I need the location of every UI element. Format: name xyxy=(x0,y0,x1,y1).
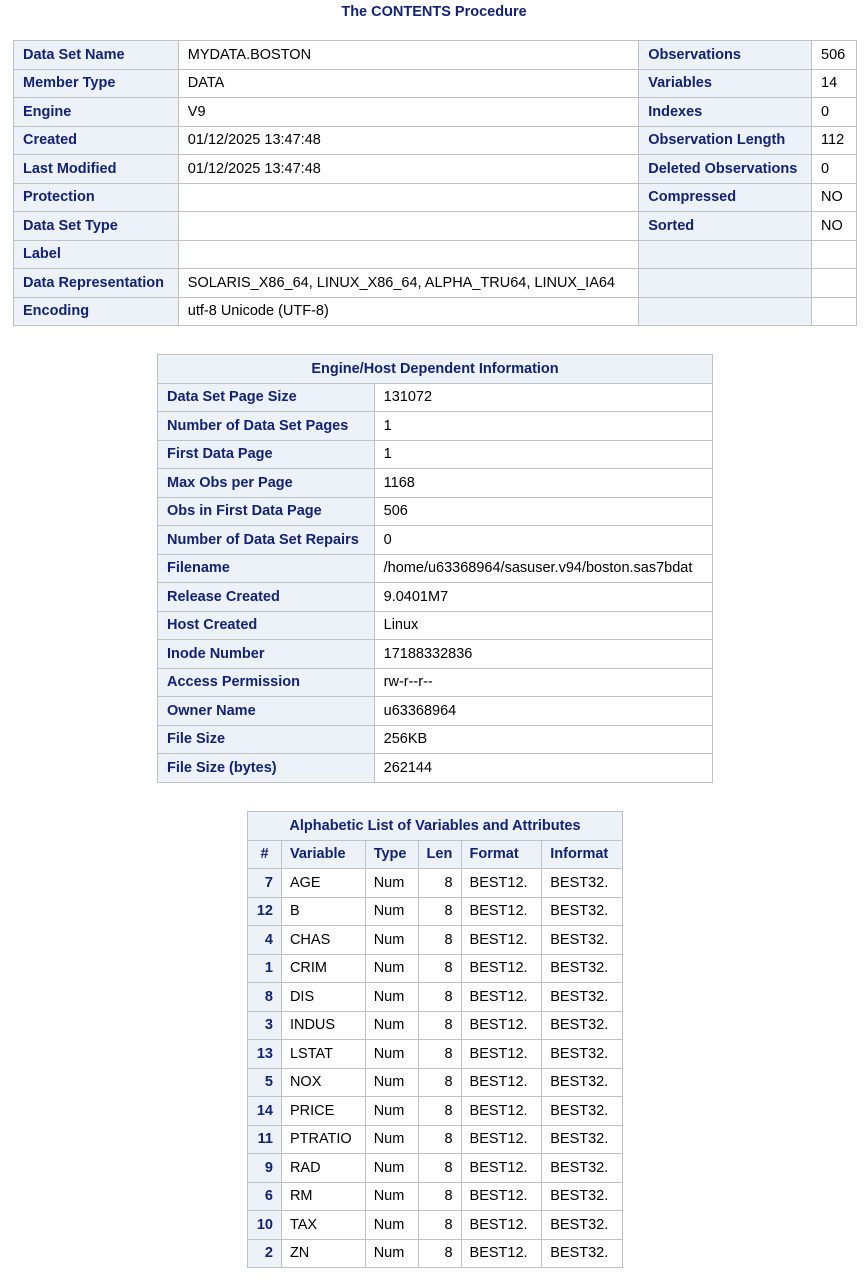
variable-format: BEST12. xyxy=(461,926,542,955)
engine-host-label: Data Set Page Size xyxy=(158,383,375,412)
variable-length: 8 xyxy=(418,1239,461,1268)
attribute-row xyxy=(14,98,857,127)
engine-host-value: rw-r--r-- xyxy=(374,668,712,697)
engine-host-value: 17188332836 xyxy=(374,640,712,669)
variable-informat: BEST32. xyxy=(542,983,623,1012)
col-header-number: # xyxy=(248,840,282,869)
attribute-value: MYDATA.BOSTON xyxy=(178,41,638,70)
variable-format: BEST12. xyxy=(461,954,542,983)
engine-host-value: 131072 xyxy=(374,383,712,412)
variables-caption: Alphabetic List of Variables and Attributes xyxy=(248,812,623,841)
variable-format: BEST12. xyxy=(461,1211,542,1240)
attribute-label-2: Observations xyxy=(639,41,812,70)
attribute-value: DATA xyxy=(178,69,638,98)
variable-row xyxy=(248,1068,623,1097)
attribute-row xyxy=(14,41,857,70)
variable-number: 8 xyxy=(248,983,282,1012)
variable-row xyxy=(248,897,623,926)
variable-type: Num xyxy=(365,954,418,983)
engine-host-label: Host Created xyxy=(158,611,375,640)
variable-name: CRIM xyxy=(281,954,365,983)
variable-name: DIS xyxy=(281,983,365,1012)
variable-format: BEST12. xyxy=(461,1182,542,1211)
variable-number: 13 xyxy=(248,1040,282,1069)
variable-informat: BEST32. xyxy=(542,1125,623,1154)
variable-length: 8 xyxy=(418,869,461,898)
variable-number: 14 xyxy=(248,1097,282,1126)
attribute-value-2: 14 xyxy=(812,69,857,98)
variable-row xyxy=(248,926,623,955)
variable-row xyxy=(248,983,623,1012)
attribute-value-2 xyxy=(812,240,857,269)
variable-informat: BEST32. xyxy=(542,926,623,955)
attribute-value-2 xyxy=(812,297,857,326)
variable-type: Num xyxy=(365,983,418,1012)
attribute-row xyxy=(14,69,857,98)
variable-format: BEST12. xyxy=(461,983,542,1012)
variable-format: BEST12. xyxy=(461,1068,542,1097)
attribute-label: Encoding xyxy=(14,297,179,326)
engine-host-row xyxy=(158,469,713,498)
engine-host-row xyxy=(158,412,713,441)
engine-host-row xyxy=(158,668,713,697)
variable-row xyxy=(248,954,623,983)
variable-informat: BEST32. xyxy=(542,1097,623,1126)
variable-length: 8 xyxy=(418,1040,461,1069)
variable-type: Num xyxy=(365,869,418,898)
attribute-value: V9 xyxy=(178,98,638,127)
dataset-attributes-table xyxy=(13,40,857,326)
variable-format: BEST12. xyxy=(461,1097,542,1126)
variable-length: 8 xyxy=(418,983,461,1012)
attribute-label: Engine xyxy=(14,98,179,127)
engine-host-label: Access Permission xyxy=(158,668,375,697)
variable-name: ZN xyxy=(281,1239,365,1268)
attribute-label: Data Set Name xyxy=(14,41,179,70)
attribute-value-2: 0 xyxy=(812,155,857,184)
attribute-label-2 xyxy=(639,297,812,326)
variable-format: BEST12. xyxy=(461,1040,542,1069)
variable-type: Num xyxy=(365,1239,418,1268)
attribute-label-2: Deleted Observations xyxy=(639,155,812,184)
attribute-value-2: NO xyxy=(812,183,857,212)
variable-format: BEST12. xyxy=(461,1239,542,1268)
variable-informat: BEST32. xyxy=(542,897,623,926)
variable-informat: BEST32. xyxy=(542,1182,623,1211)
engine-host-label: Number of Data Set Repairs xyxy=(158,526,375,555)
engine-host-value: u63368964 xyxy=(374,697,712,726)
attribute-label-2 xyxy=(639,269,812,298)
attribute-value: 01/12/2025 13:47:48 xyxy=(178,126,638,155)
engine-host-label: Filename xyxy=(158,554,375,583)
attribute-label: Created xyxy=(14,126,179,155)
variable-type: Num xyxy=(365,1182,418,1211)
variable-number: 11 xyxy=(248,1125,282,1154)
attribute-label-2: Indexes xyxy=(639,98,812,127)
variable-number: 4 xyxy=(248,926,282,955)
variable-length: 8 xyxy=(418,1182,461,1211)
variable-row xyxy=(248,1040,623,1069)
variable-number: 2 xyxy=(248,1239,282,1268)
col-header-len: Len xyxy=(418,840,461,869)
variable-number: 5 xyxy=(248,1068,282,1097)
variable-number: 10 xyxy=(248,1211,282,1240)
engine-host-label: Number of Data Set Pages xyxy=(158,412,375,441)
attribute-value-2: NO xyxy=(812,212,857,241)
engine-host-value: 262144 xyxy=(374,754,712,783)
col-header-format: Format xyxy=(461,840,542,869)
variable-length: 8 xyxy=(418,1211,461,1240)
col-header-type: Type xyxy=(365,840,418,869)
variable-row xyxy=(248,1154,623,1183)
engine-host-row xyxy=(158,754,713,783)
attribute-label-2: Variables xyxy=(639,69,812,98)
engine-host-row xyxy=(158,725,713,754)
variable-format: BEST12. xyxy=(461,1011,542,1040)
engine-host-row xyxy=(158,383,713,412)
variable-number: 3 xyxy=(248,1011,282,1040)
variable-type: Num xyxy=(365,1211,418,1240)
variable-name: RAD xyxy=(281,1154,365,1183)
variable-name: INDUS xyxy=(281,1011,365,1040)
variable-type: Num xyxy=(365,1040,418,1069)
engine-host-label: First Data Page xyxy=(158,440,375,469)
engine-host-row xyxy=(158,497,713,526)
variable-format: BEST12. xyxy=(461,869,542,898)
variable-informat: BEST32. xyxy=(542,1154,623,1183)
variable-informat: BEST32. xyxy=(542,1040,623,1069)
variable-format: BEST12. xyxy=(461,1125,542,1154)
attribute-row xyxy=(14,269,857,298)
engine-host-label: Max Obs per Page xyxy=(158,469,375,498)
variable-format: BEST12. xyxy=(461,897,542,926)
variable-type: Num xyxy=(365,1011,418,1040)
variable-informat: BEST32. xyxy=(542,1011,623,1040)
engine-host-row xyxy=(158,697,713,726)
attribute-value-2: 0 xyxy=(812,98,857,127)
variable-length: 8 xyxy=(418,954,461,983)
engine-host-row xyxy=(158,554,713,583)
attribute-label: Data Set Type xyxy=(14,212,179,241)
engine-host-row xyxy=(158,440,713,469)
variable-length: 8 xyxy=(418,1125,461,1154)
variable-length: 8 xyxy=(418,1011,461,1040)
attribute-row xyxy=(14,126,857,155)
engine-host-label: File Size xyxy=(158,725,375,754)
engine-host-value: 9.0401M7 xyxy=(374,583,712,612)
variable-name: RM xyxy=(281,1182,365,1211)
engine-host-row xyxy=(158,640,713,669)
attribute-value-2: 112 xyxy=(812,126,857,155)
variable-type: Num xyxy=(365,897,418,926)
variable-name: TAX xyxy=(281,1211,365,1240)
attribute-row xyxy=(14,183,857,212)
variable-type: Num xyxy=(365,1097,418,1126)
variable-number: 9 xyxy=(248,1154,282,1183)
variable-type: Num xyxy=(365,926,418,955)
variable-name: PTRATIO xyxy=(281,1125,365,1154)
engine-host-table xyxy=(157,354,713,783)
attribute-value xyxy=(178,212,638,241)
engine-host-value: 0 xyxy=(374,526,712,555)
variable-row xyxy=(248,1097,623,1126)
variable-length: 8 xyxy=(418,1154,461,1183)
engine-host-value: 1 xyxy=(374,440,712,469)
variable-row xyxy=(248,869,623,898)
attribute-value-2 xyxy=(812,269,857,298)
variable-length: 8 xyxy=(418,926,461,955)
attribute-row xyxy=(14,297,857,326)
engine-host-label: Owner Name xyxy=(158,697,375,726)
engine-host-value: 1168 xyxy=(374,469,712,498)
engine-host-caption: Engine/Host Dependent Information xyxy=(158,355,713,384)
col-header-variable: Variable xyxy=(281,840,365,869)
variable-type: Num xyxy=(365,1154,418,1183)
attribute-label: Data Representation xyxy=(14,269,179,298)
variable-row xyxy=(248,1125,623,1154)
attribute-label-2: Compressed xyxy=(639,183,812,212)
engine-host-label: File Size (bytes) xyxy=(158,754,375,783)
variable-length: 8 xyxy=(418,1068,461,1097)
attribute-value xyxy=(178,183,638,212)
attribute-label-2: Observation Length xyxy=(639,126,812,155)
attribute-row xyxy=(14,155,857,184)
engine-host-value: /home/u63368964/sasuser.v94/boston.sas7bdat xyxy=(374,554,712,583)
engine-host-value: 506 xyxy=(374,497,712,526)
variable-type: Num xyxy=(365,1068,418,1097)
attribute-row xyxy=(14,212,857,241)
variable-name: NOX xyxy=(281,1068,365,1097)
variable-number: 1 xyxy=(248,954,282,983)
attribute-value-2: 506 xyxy=(812,41,857,70)
attribute-label-2 xyxy=(639,240,812,269)
variable-row xyxy=(248,1239,623,1268)
attribute-label: Protection xyxy=(14,183,179,212)
attribute-label-2: Sorted xyxy=(639,212,812,241)
variable-informat: BEST32. xyxy=(542,1239,623,1268)
page-title: The CONTENTS Procedure xyxy=(341,4,527,20)
variable-name: PRICE xyxy=(281,1097,365,1126)
variable-informat: BEST32. xyxy=(542,954,623,983)
variable-length: 8 xyxy=(418,1097,461,1126)
variable-informat: BEST32. xyxy=(542,869,623,898)
variable-row xyxy=(248,1182,623,1211)
attribute-value: utf-8 Unicode (UTF-8) xyxy=(178,297,638,326)
variable-name: LSTAT xyxy=(281,1040,365,1069)
variable-format: BEST12. xyxy=(461,1154,542,1183)
variable-informat: BEST32. xyxy=(542,1211,623,1240)
engine-host-label: Obs in First Data Page xyxy=(158,497,375,526)
variable-number: 6 xyxy=(248,1182,282,1211)
variables-table xyxy=(247,811,623,1268)
attribute-label: Last Modified xyxy=(14,155,179,184)
variable-row xyxy=(248,1211,623,1240)
engine-host-value: 256KB xyxy=(374,725,712,754)
attribute-row xyxy=(14,240,857,269)
engine-host-value: 1 xyxy=(374,412,712,441)
engine-host-row xyxy=(158,526,713,555)
attribute-value: SOLARIS_X86_64, LINUX_X86_64, ALPHA_TRU64, LINUX_IA64 xyxy=(178,269,638,298)
engine-host-row xyxy=(158,583,713,612)
col-header-informat: Informat xyxy=(542,840,623,869)
attribute-label: Member Type xyxy=(14,69,179,98)
variable-type: Num xyxy=(365,1125,418,1154)
variable-number: 7 xyxy=(248,869,282,898)
variable-number: 12 xyxy=(248,897,282,926)
variable-name: CHAS xyxy=(281,926,365,955)
engine-host-row xyxy=(158,611,713,640)
attribute-value xyxy=(178,240,638,269)
attribute-label: Label xyxy=(14,240,179,269)
engine-host-value: Linux xyxy=(374,611,712,640)
variable-informat: BEST32. xyxy=(542,1068,623,1097)
variable-length: 8 xyxy=(418,897,461,926)
engine-host-label: Release Created xyxy=(158,583,375,612)
attribute-value: 01/12/2025 13:47:48 xyxy=(178,155,638,184)
variable-name: B xyxy=(281,897,365,926)
engine-host-label: Inode Number xyxy=(158,640,375,669)
variable-row xyxy=(248,1011,623,1040)
variable-name: AGE xyxy=(281,869,365,898)
